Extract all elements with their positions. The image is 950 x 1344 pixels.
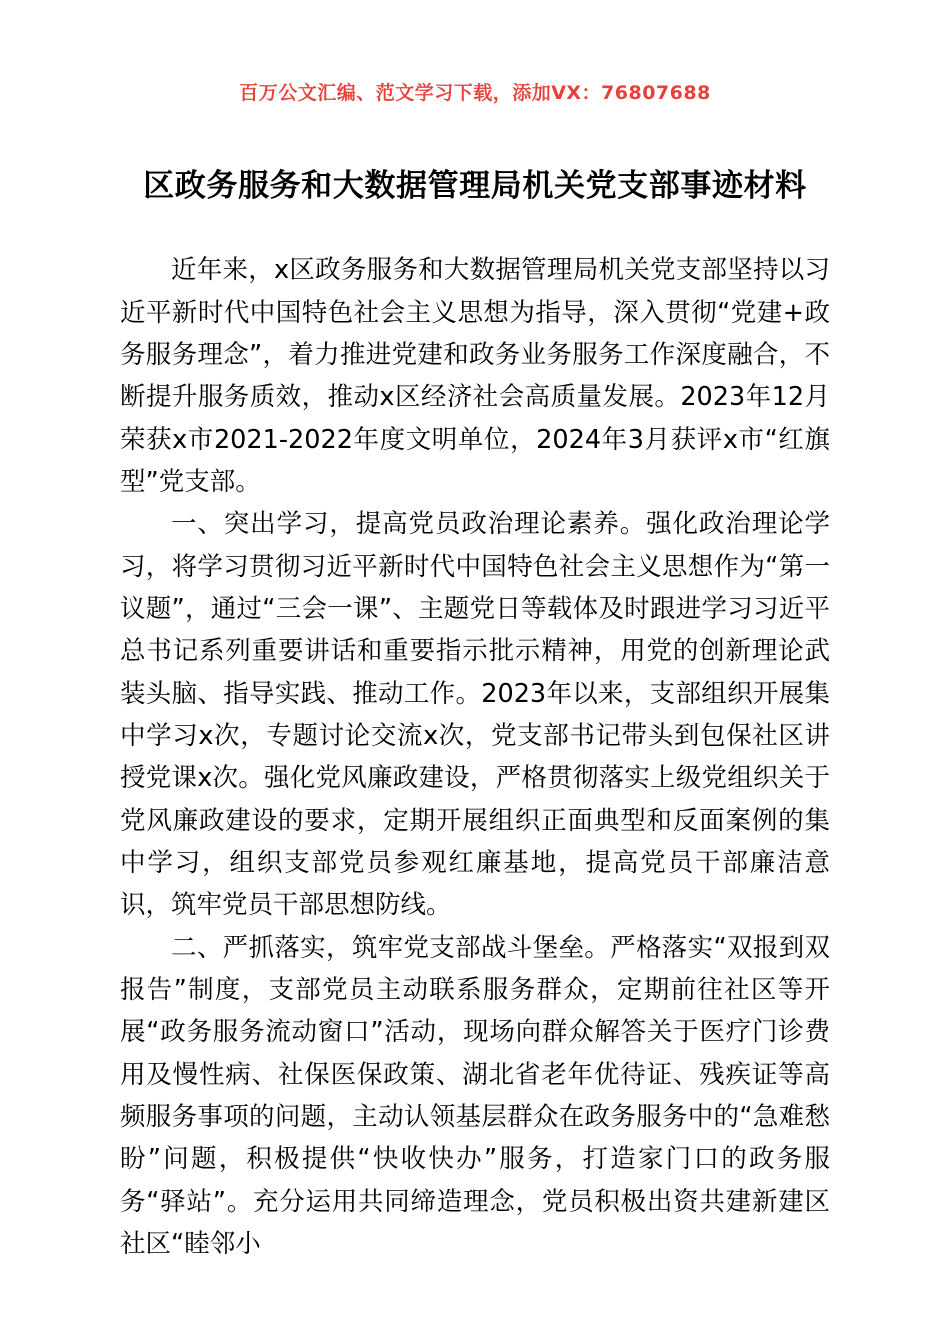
paragraph-section-one: 一、突出学习，提高党员政治理论素养。强化政治理论学习，将学习贯彻习近平新时代中国特色社会主义思想作为“第一议题”，通过“三会一课”、主题党日等载体及时跟进学习习近平总书记系列重要讲话和重要指示批示精神，用党的创新理论武装头脑、指导实践、推动工作。2023年以来，支部组织开展集中学习x次，专题讨论交流x次，党支部书记带头到包保社区讲授党课x次。强化党风廉政建设，严格贯彻落实上级党组织关于党风廉政建设的要求，定期开展组织正面典型和反面案例的集中学习，组织支部党员参观红廉基地，提高党员干部廉洁意识，筑牢党员干部思想防线。: [120, 509, 830, 921]
paragraph-section-two: 二、严抓落实，筑牢党支部战斗堡垒。严格落实“双报到双报告”制度，支部党员主动联系服务群众，定期前往社区等开展“政务服务流动窗口”活动，现场向群众解答关于医疗门诊费用及慢性病、社保医保政策、湖北省老年优待证、残疾证等高频服务事项的问题，主动认领基层群众在政务服务中的“急难愁盼”问题，积极提供“快收快办”服务，打造家门口的政务服务“驿站”。充分运用共同缔造理念，党员积极出资共建新建区社区“睦邻小: [120, 932, 830, 1259]
document-body: [120, 249, 830, 1265]
page-title: 区政务服务和大数据管理局机关党支部事迹材料: [143, 168, 807, 204]
watermark-promo-text: 百万公文汇编、范文学习下载，添加VX：76807688: [239, 82, 711, 104]
paragraph-intro: 近年来，x区政务服务和大数据管理局机关党支部坚持以习近平新时代中国特色社会主义思想为指导，深入贯彻“党建+政务服务理念”，着力推进党建和政务业务服务工作深度融合，不断提升服务质效，推动x区经济社会高质量发展。2023年12月荣获x市2021-2022年度文明单位，2024年3月获评x市“红旗型”党支部。: [120, 255, 830, 497]
